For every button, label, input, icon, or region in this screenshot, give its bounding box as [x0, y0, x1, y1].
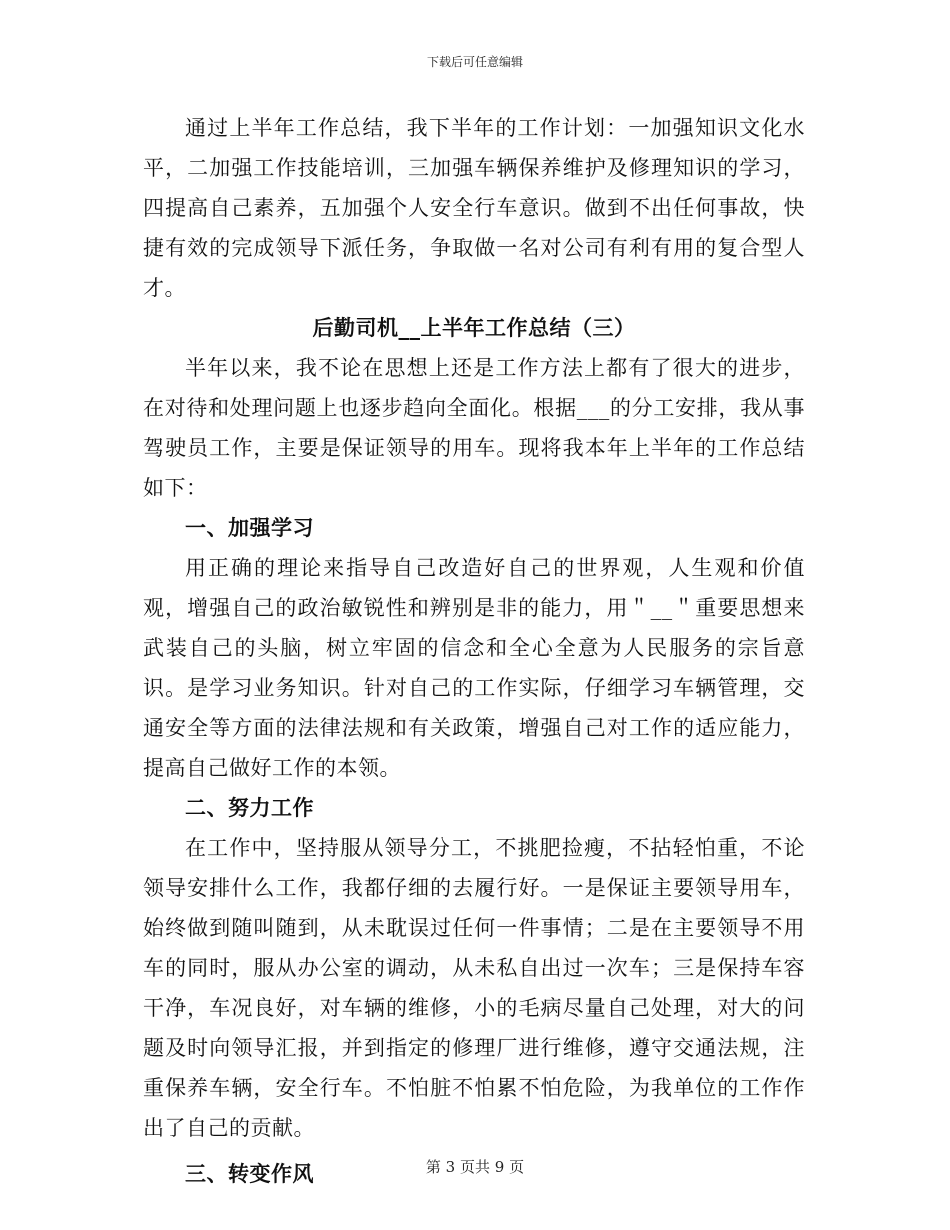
paragraph-work-plan: 通过上半年工作总结，我下半年的工作计划：一加强知识文化水平，二加强工作技能培训，三加强车辆保养维护及修理知识的学习，四提高自己素养，五加强个人安全行车意识。做到不出任何事故，快捷有效的完成领导下派任务，争取做一名对公司有利有用的复合型人才。 [143, 116, 805, 300]
heading-change-style: 三、转变作风 [185, 1161, 314, 1186]
section-title: 后勤司机__上半年工作总结（三） [312, 315, 636, 340]
heading-work-hard: 二、努力工作 [185, 795, 314, 820]
document-body [143, 108, 805, 1194]
paragraph-work-hard: 在工作中，坚持服从领导分工，不挑肥捡瘦，不拈轻怕重，不论领导安排什么工作，我都仔细的去履行好。一是保证主要领导用车，始终做到随叫随到，从未耽误过任何一件事情；二是在主要领导不用车的同时，服从办公室的调动，从未私自出过一次车；三是保持车容干净，车况良好，对车辆的维修，小的毛病尽量自己处理，对大的问题及时向领导汇报，并到指定的修理厂进行维修，遵守交通法规，注重保养车辆，安全行车。不怕脏不怕累不怕危险，为我单位的工作作出了自己的贡献。 [143, 836, 805, 1140]
paragraph-intro: 半年以来，我不论在思想上还是工作方法上都有了很大的进步，在对待和处理问题上也逐步趋向全面化。根据___的分工安排，我从事驾驶员工作，主要是保证领导的用车。现将我本年上半年的工作总结如下： [143, 356, 805, 500]
page-header: 下载后可任意编辑 [426, 55, 523, 69]
page-footer-number: 第 3 页共 9 页 [425, 1158, 525, 1176]
heading-strengthen-study: 一、加强学习 [185, 515, 314, 540]
paragraph-strengthen-study: 用正确的理论来指导自己改造好自己的世界观，人生观和价值观，增强自己的政治敏锐性和辨别是非的能力，用＂__＂重要思想来武装自己的头脑，树立牢固的信念和全心全意为人民服务的宗旨意识。是学习业务知识。针对自己的工作实际，仔细学习车辆管理，交通安全等方面的法律法规和有关政策，增强自己对工作的适应能力，提高自己做好工作的本领。 [143, 556, 805, 780]
